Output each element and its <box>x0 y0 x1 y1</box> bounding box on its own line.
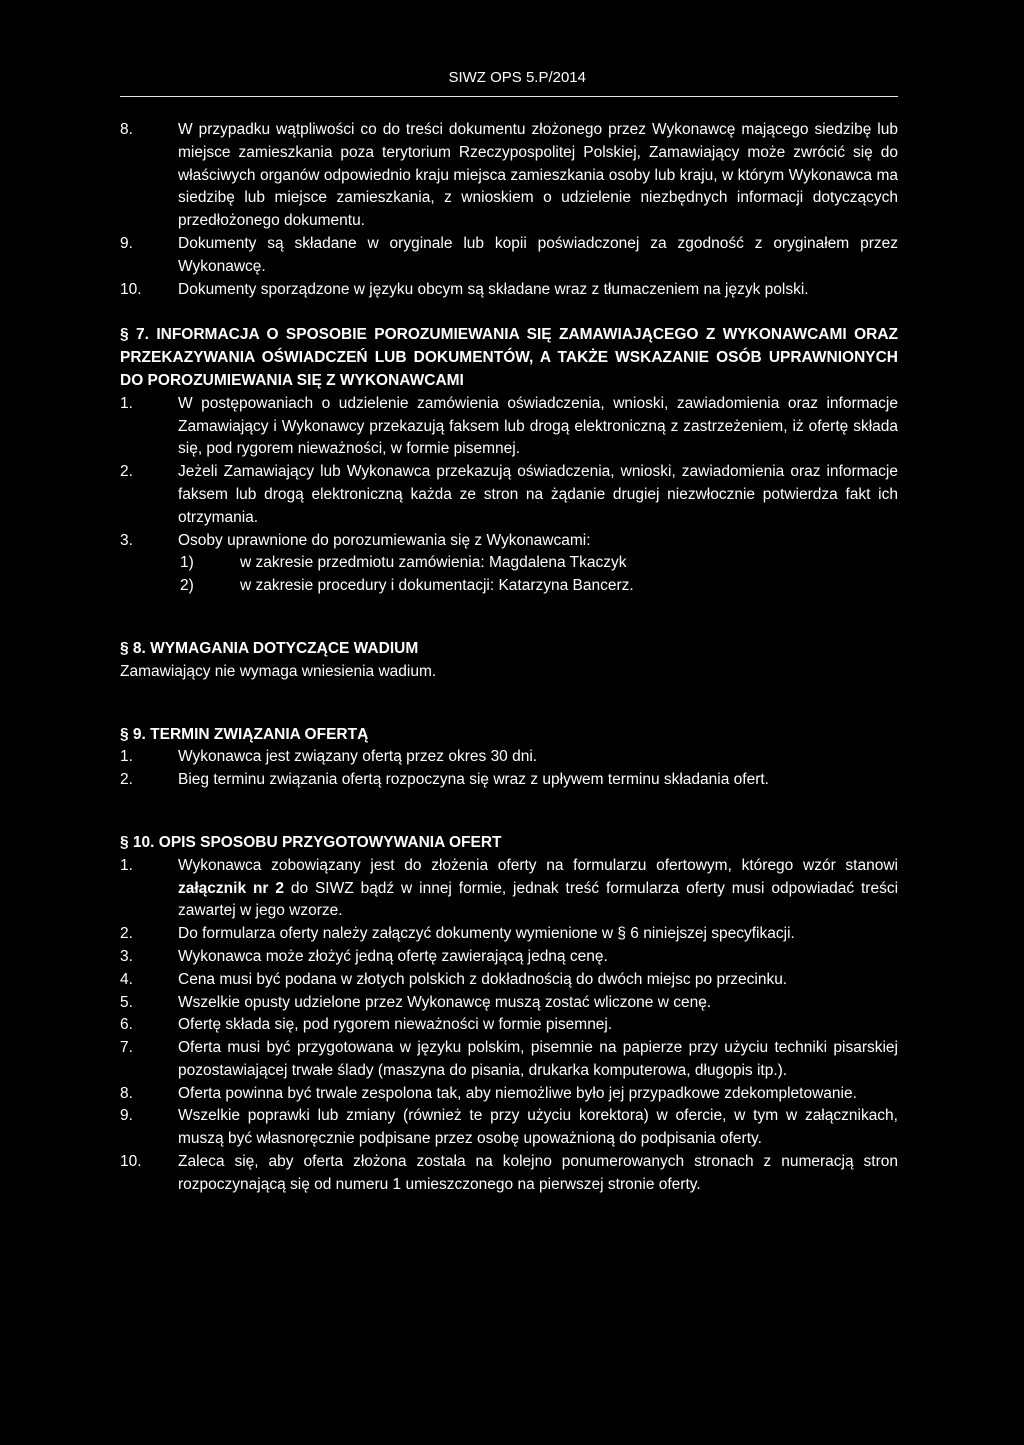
item-text: W postępowaniach o udzielenie zamówienia oświadczenia, wnioski, zawiadomienia oraz informacje Zamawiający i Wykonawcy przekazują faksem lub drogą elektroniczną z zastrzeżeniem, iż ofertę składa się, pod rygorem nieważności, w formie pisemnej. <box>178 394 898 458</box>
item-number: 9. <box>120 1107 133 1125</box>
item-text: Wykonawca może złożyć jedną ofertę zawierającą jedną cenę. <box>178 947 608 965</box>
item-number: 1. <box>120 748 133 766</box>
list-item <box>120 461 898 529</box>
list-item <box>120 992 898 1015</box>
item-number: 8. <box>120 1084 133 1102</box>
item-number: 3. <box>120 947 133 965</box>
section-9-title: § 9. TERMIN ZWIĄZANIA OFERTĄ <box>120 725 369 743</box>
item-number: 9. <box>120 234 133 252</box>
section-8-title: § 8. WYMAGANIA DOTYCZĄCE WADIUM <box>120 639 419 657</box>
attachment-reference: załącznik nr 2 <box>178 879 284 897</box>
item-text: Dokumenty sporządzone w języku obcym są składane wraz z tłumaczeniem na język polski. <box>178 280 809 298</box>
item-text: Dokumenty są składane w oryginale lub kopii poświadczonej za zgodność z oryginałem przez Wykonawcę. <box>178 234 898 275</box>
item-number: 2. <box>120 771 133 789</box>
item-number: 5. <box>120 993 133 1011</box>
item-text: Oferta musi być przygotowana w języku polskim, pisemnie na papierze przy użyciu techniki pisarskiej pozostawiającej trwałe ślady (maszyna do pisania, drukarka komputerowa, długopis itp.). <box>178 1039 898 1079</box>
list-item <box>120 969 898 992</box>
document-page <box>120 68 898 1197</box>
list-item <box>120 233 898 279</box>
item-number: 2. <box>120 925 133 943</box>
header-rule <box>120 96 898 97</box>
list-item <box>120 1083 898 1106</box>
item-number: 1. <box>120 394 133 412</box>
list-item <box>120 530 898 553</box>
list-item <box>120 279 898 302</box>
sub-list-item <box>180 575 898 598</box>
item-text-part: Wykonawca zobowiązany jest do złożenia oferty na formularzu ofertowym, którego wzór stanowi <box>178 856 898 874</box>
list-item <box>120 769 898 792</box>
list-item <box>120 946 898 969</box>
section-8-text: Zamawiający nie wymaga wniesienia wadium. <box>120 662 437 680</box>
section-7-title: § 7. INFORMACJA O SPOSOBIE POROZUMIEWANIA SIĘ ZAMAWIAJĄCEGO Z WYKONAWCAMI ORAZ PRZEKAZYWANIA OŚWIADCZEŃ LUB DOKUMENTÓW, A TAKŻE WSKAZANIE OSÓB UPRAWNIONYCH DO POROZUMIEWANIA SIĘ Z WYKONAWCAMI <box>120 326 898 389</box>
item-number: 4. <box>120 970 133 988</box>
sub-item-text: w zakresie przedmiotu zamówienia: Magdalena Tkaczyk <box>240 554 627 572</box>
list-item <box>120 1151 898 1197</box>
list-item <box>120 746 898 769</box>
list-item <box>120 923 898 946</box>
item-number: 10. <box>120 1153 142 1171</box>
item-number: 1. <box>120 856 133 874</box>
item-text: Zaleca się, aby oferta złożona została na kolejno ponumerowanych stronach z numeracją stron rozpoczynającą się od numeru 1 umieszczonego na pierwszej stronie oferty. <box>178 1153 898 1193</box>
list-item <box>120 855 898 923</box>
item-number: 10. <box>120 280 142 298</box>
sub-item-text: w zakresie procedury i dokumentacji: Katarzyna Bancerz. <box>240 577 634 595</box>
item-text <box>178 855 898 923</box>
item-text: Wykonawca jest związany ofertą przez okres 30 dni. <box>178 748 538 766</box>
item-text: Osoby uprawnione do porozumiewania się z Wykonawcami: <box>178 531 591 549</box>
item-text: Oferta powinna być trwale zespolona tak, aby niemożliwe było jej przypadkowe zdekompletowanie. <box>178 1084 857 1102</box>
list-item <box>120 1105 898 1151</box>
item-number: 8. <box>120 121 133 138</box>
item-text: Wszelkie poprawki lub zmiany (również te przy użyciu korektora) w ofercie, w tym w załącznikach, muszą być własnoręcznie podpisane przez osobę upoważnioną do podpisania oferty. <box>178 1107 898 1148</box>
item-text: Ofertę składa się, pod rygorem nieważności w formie pisemnej. <box>178 1016 613 1034</box>
list-item <box>120 393 898 461</box>
item-text: Wszelkie opusty udzielone przez Wykonawcę muszą zostać wliczone w cenę. <box>178 993 712 1011</box>
list-item <box>120 1014 898 1037</box>
item-number: 3. <box>120 531 133 549</box>
list-item <box>120 119 898 233</box>
item-number: 7. <box>120 1039 133 1057</box>
section-10-title: § 10. OPIS SPOSOBU PRZYGOTOWYWANIA OFERT <box>120 833 502 851</box>
list-item <box>120 1037 898 1083</box>
item-text: W przypadku wątpliwości co do treści dokumentu złożonego przez Wykonawcę mającego siedzibę lub miejsce zamieszkania poza terytorium Rzeczypospolitej Polskiej, Zamawiający może zwrócić się do właściwych organów odpowiednio kraju miejsca zamieszkania osoby lub kraju, w którym Wykonawca ma siedzibę lub miejsce zamieszkania, z wnioskiem o udzielenie niezbędnych informacji dotyczących przedłożonego dokumentu. <box>178 121 898 230</box>
item-text: Cena musi być podana w złotych polskich z dokładnością do dwóch miejsc po przecinku. <box>178 970 788 988</box>
item-text: Jeżeli Zamawiający lub Wykonawca przekazują oświadczenia, wnioski, zawiadomienia oraz informacje faksem lub drogą elektroniczną każda ze stron na żądanie drugiej niezwłocznie potwierdza fakt ich otrzymania. <box>178 463 898 526</box>
sub-item-number: 2) <box>180 577 194 595</box>
item-number: 2. <box>120 463 133 481</box>
item-number: 6. <box>120 1016 133 1034</box>
sub-item-number: 1) <box>180 554 194 572</box>
document-code: SIWZ OPS 5.P/2014 <box>448 69 586 86</box>
item-text: Bieg terminu związania ofertą rozpoczyna się wraz z upływem terminu składania ofert. <box>178 771 769 789</box>
item-text-part: do SIWZ bądź w innej formie, jednak treść formularza oferty musi odpowiadać treści zawartej w jego wzorze. <box>178 879 899 920</box>
item-text: Do formularza oferty należy załączyć dokumenty wymienione w § 6 niniejszej specyfikacji. <box>178 925 795 943</box>
sub-list-item <box>180 552 898 575</box>
